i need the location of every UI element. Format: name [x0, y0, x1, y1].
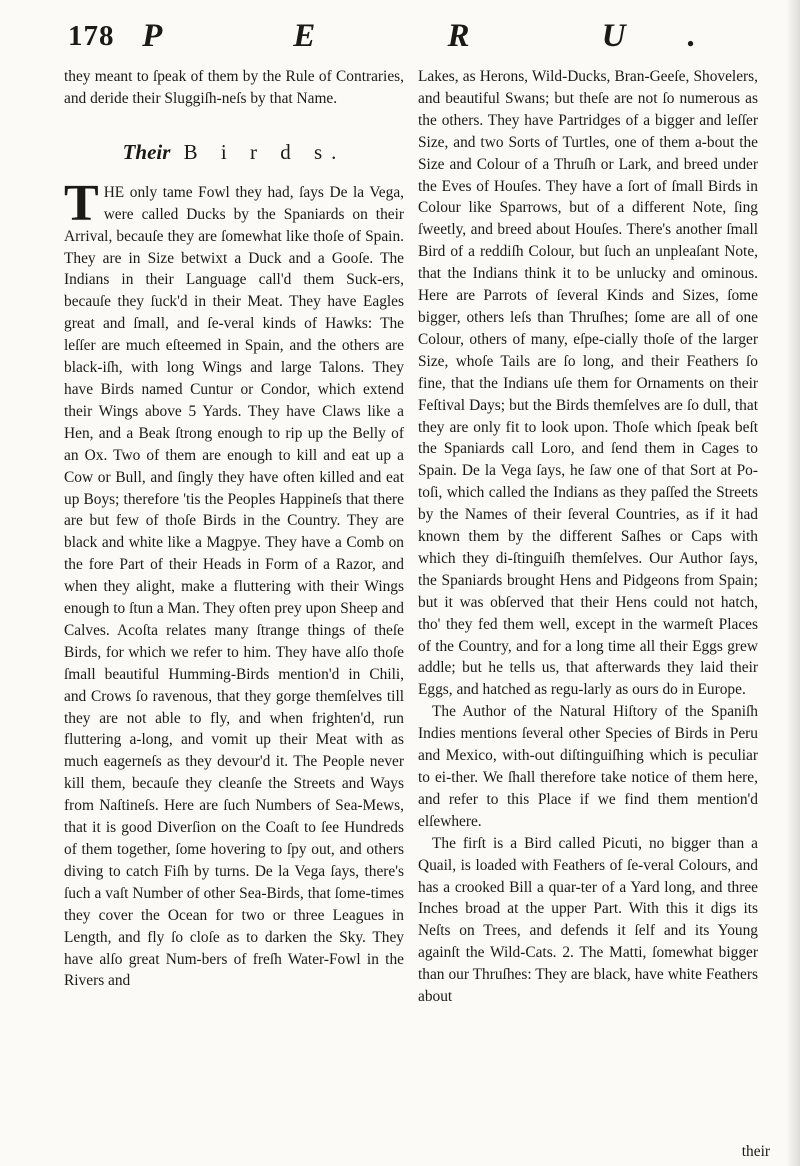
section-heading-line2: B i r d s. — [183, 139, 346, 164]
intro-paragraph: they meant to ſpeak of them by the Rule of Contraries, and deride their Sluggiſh-neſs by that Name. — [64, 68, 404, 107]
picuti-paragraph: The firſt is a Bird called Picuti, no bigger than a Quail, is loaded with Feathers of ſe-veral Colours, and has a crooked Bill a quar-ter of a Yard long, and three Inches broad at the upper Part. With this it digs its Neſts on Trees, and defends it ſelf and its Young againſt the Wild-Cats. 2. The Matti, ſomewhat bigger than our Thruſhes: They are black, have white Feathers about — [418, 834, 758, 1006]
catchword: their — [741, 1143, 770, 1160]
section-heading-line1: Their — [122, 139, 171, 164]
page-number: 178 — [68, 20, 115, 52]
section-heading — [64, 140, 404, 164]
birds-paragraph-text: HE only tame Fowl they had, ſays De la Vega, were called Ducks by the Spaniards on their Arrival, becauſe they are ſomewhat like thoſe of Spain. They are in Size betwixt a Duck and a Gooſe. The Indians in their Language call'd them Suck-ers, becauſe they ſuck'd in their Meat. They have Eagles great and ſmall, and ſe-veral kinds of Hawks: The leſſer are much eſteemed in Spain, and the others are black-iſh, with long Wings and large Talons. They have Birds named Cuntur or Condor, which extend their Wings above 5 Yards. They have Claws like a Hen, and a Beak ſtrong enough to rip up the Belly of an Ox. Two of them are enough to kill and eat up a Cow or Bull, and ſingly they have often killed and eat up Boys; therefore 'tis the Peoples Happineſs that there are but few of thoſe Birds in the Country. They are black and white like a Magpye. They have a Comb on the fore Part of their Heads in Form of a Razor, and when they alight, make a fluttering with their Wings enough to ſtun a Man. They often prey upon Sheep and Calves. Acoſta relates many ſtrange things of theſe Birds, for which we refer to him. They have alſo thoſe ſmall beautiful Humming-Birds mention'd in Chili, and Crows ſo ravenous, that they gorge themſelves till they are not able to fly, and when frighten'd, run fluttering a-long, and vomit up their Meat with as much eagerneſs as they devour'd it. The People never kill them, becauſe they cleanſe the Streets and Ways from Naſtineſs. Here are ſuch Numbers of Sea-Mews, that it is good Diverſion on the Coaſt to ſee Hundreds of them together, ſome hovering to ſpy out, and others diving to catch Fiſh by turns. De la Vega ſays, there's ſuch a vaſt Number of other Sea-Birds, that ſome-times they cover the Ocean for two or three Leagues in Length, and fly ſo cloſe as to darken the Sky. They have alſo great Num-bers of freſh Water-Fowl in the Rivers and — [64, 183, 404, 990]
drop-cap: T — [64, 174, 99, 232]
birds-paragraph — [64, 174, 404, 993]
running-head — [68, 8, 770, 60]
right-column — [418, 66, 758, 1008]
running-title: P E R U. — [142, 18, 758, 54]
continued-paragraph: Lakes, as Herons, Wild-Ducks, Bran-Geeſe, Shovelers, and beautiful Swans; but theſe are not ſo numerous as the others. They have Partridges of a bigger and leſſer Size, and two Sorts of Turtles, one of them a-bout the Size and Colour of a Thruſh or Lark, and breed under the Eves of Houſes. They have a ſort of ſmall Birds in Colour like Sparrows, but of a different Note, ſing ſweetly, and breed about Houſes. There's another ſmall Bird of a reddiſh Colour, but ſuch an unpleaſant Note, that the Indians think it to be unlucky and ominous. Here are Parrots of ſeveral Kinds and Sizes, ſome bigger, others leſs than Thruſhes; ſome are all of one Colour, others of many, eſpe-cially thoſe of the larger Size, whoſe Tails are ſo long, and their Feathers ſo fine, that the Indians uſe them for Ornaments on their Feſtival Days; but the Birds themſelves are ſo dull, that they are only fit to look upon. Thoſe which ſpeak beſt the Spaniards call Loro, and ſend them in Cages to Spain. De la Vega ſays, he ſaw one of that Sort at Po-toſi, which called the Indians as they paſſed the Streets by the Names of their ſeveral Countries, as if it had known them by the different Saſhes or Caps with which they di-ſtinguiſh themſelves. Our Author ſays, the Spaniards brought Hens and Pidgeons from Spain; but it was obſerved that their Hens could not hatch, tho' they fed them well, except in the warmeſt Places of the Country, and for a long time all their Eggs grew addle; but he tells us, that afterwards they laid their Eggs, and hatched as regu-larly as ours do in Europe. — [418, 68, 758, 699]
page-edge-shadow — [786, 0, 800, 1166]
left-column — [64, 66, 404, 992]
natural-history-paragraph: The Author of the Natural Hiſtory of the Spaniſh Indies mentions ſeveral other Species of Birds in Peru and Mexico, with-out diſtinguiſhing which is peculiar to ei-ther. We ſhall therefore take notice of them here, and refer to this Place if we find them mention'd elſewhere. — [418, 703, 758, 830]
